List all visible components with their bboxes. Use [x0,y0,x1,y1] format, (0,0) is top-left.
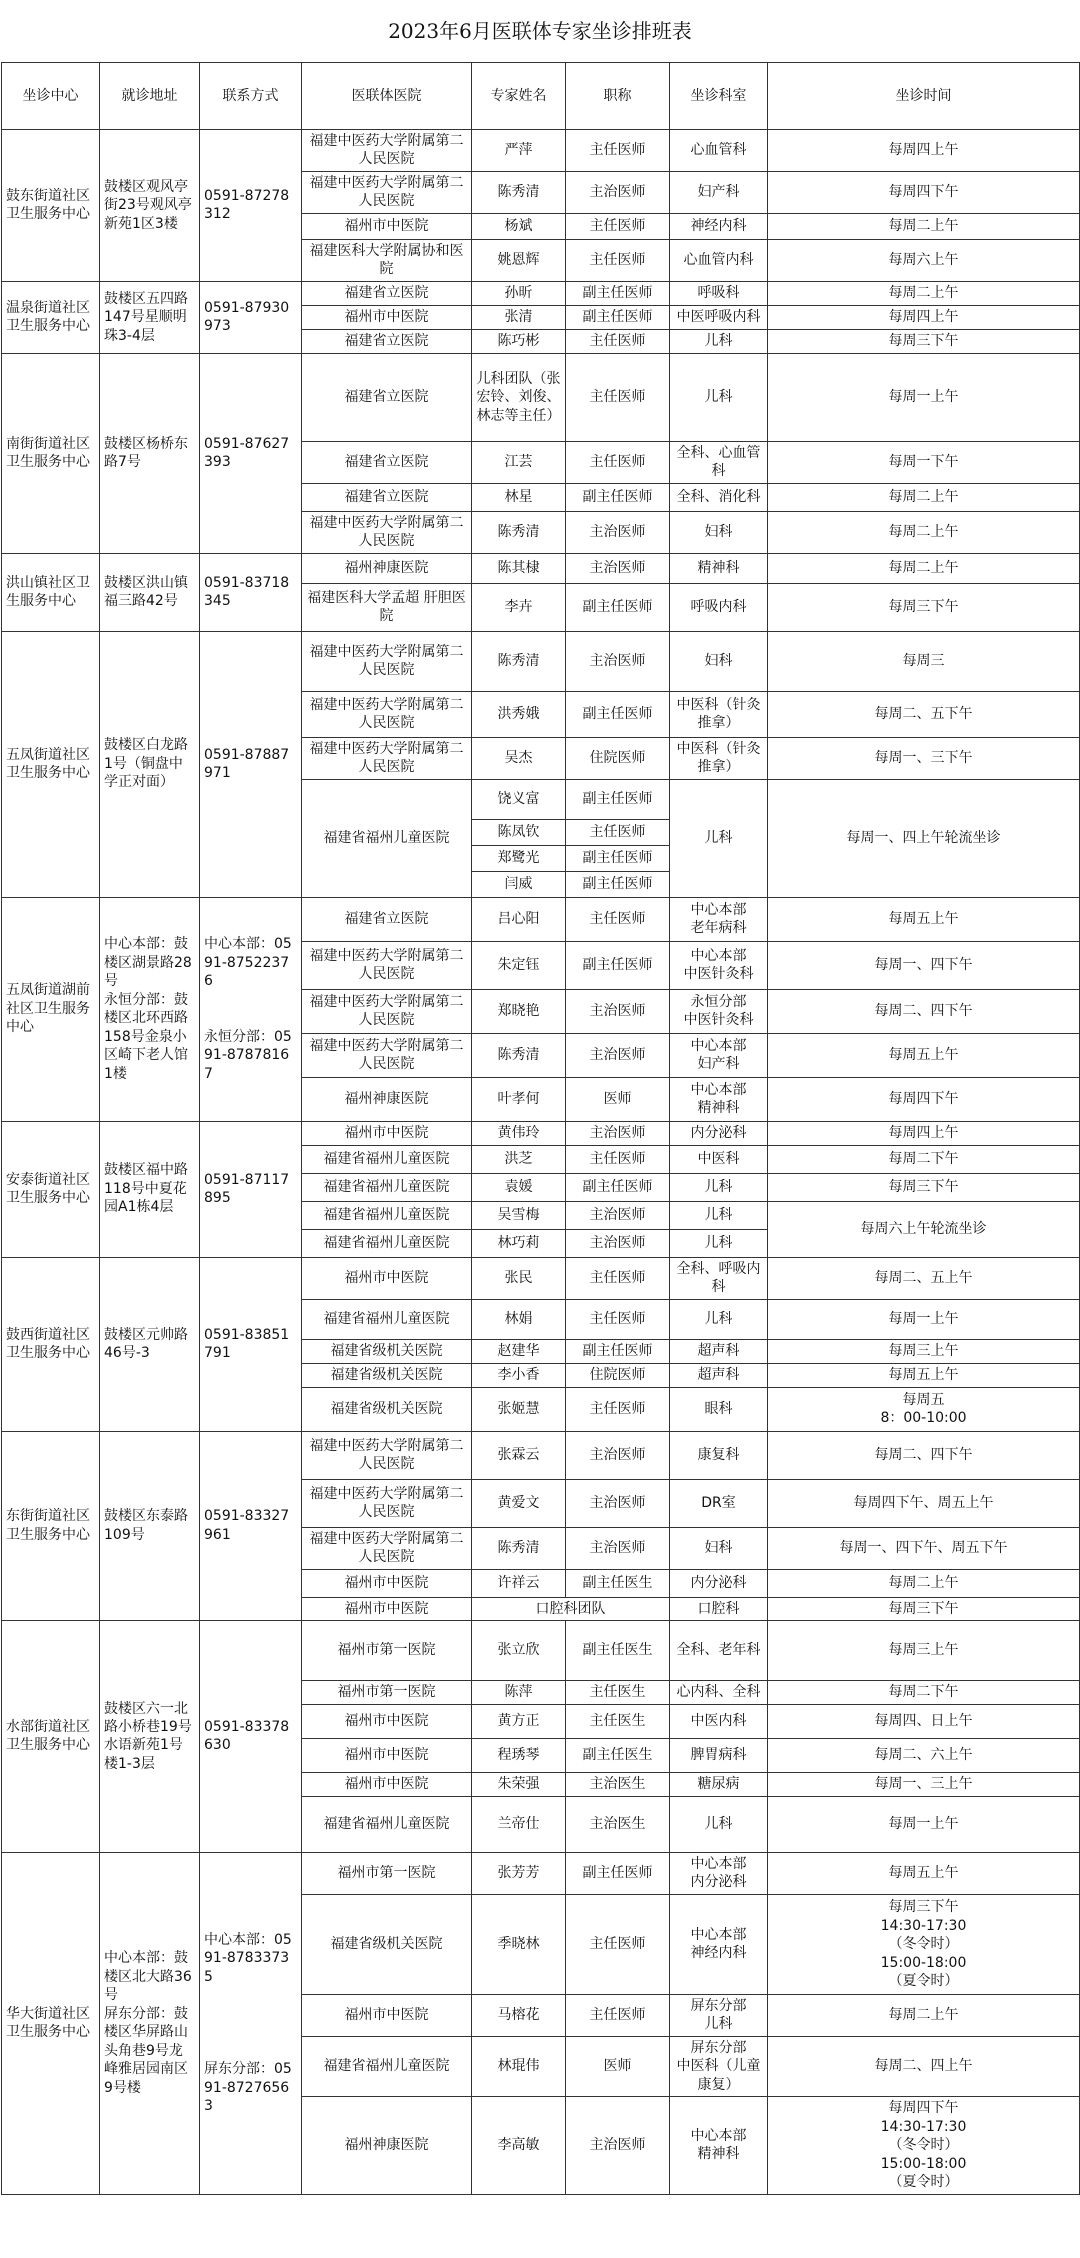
header-row [2,63,1080,130]
expert-name: 陈秀清 [472,1033,566,1077]
expert-title: 主任医师 [566,1894,670,1994]
expert-name: 陈其棣 [472,553,566,583]
department: 中医呼吸内科 [670,305,768,329]
schedule-time: 每周三下午 [768,1173,1080,1201]
hospital: 福建省福州儿童医院 [302,2036,472,2096]
expert-title: 主任医师 [566,1257,670,1299]
hospital: 福建省福州儿童医院 [302,779,472,897]
expert-name: 林娟 [472,1299,566,1339]
department: 中心本部 妇产科 [670,1033,768,1077]
expert-title: 副主任医师 [566,483,670,511]
expert-name: 黄伟玲 [472,1121,566,1145]
expert-title: 住院医师 [566,737,670,779]
schedule-time: 每周三下午 [768,329,1080,353]
header-center: 坐诊中心 [2,63,100,130]
expert-title: 主任医师 [566,1994,670,2036]
expert-name: 朱定钰 [472,941,566,989]
expert-title: 副主任医师 [566,871,670,897]
expert-name: 陈秀清 [472,171,566,213]
hospital: 福州市中医院 [302,1772,472,1796]
schedule-time: 每周二下午 [768,1680,1080,1704]
hospital: 福州市第一医院 [302,1680,472,1704]
expert-name: 季晓林 [472,1894,566,1994]
expert-title: 主治医师 [566,1479,670,1527]
center-name: 温泉街道社区卫生服务中心 [2,281,100,353]
center-name: 鼓西街道社区卫生服务中心 [2,1257,100,1431]
hospital: 福建中医药大学附属第二人民医院 [302,130,472,172]
hospital: 福州市中医院 [302,1994,472,2036]
expert-title: 副主任医师 [566,691,670,737]
hospital: 福州神康医院 [302,2097,472,2194]
expert-name: 李高敏 [472,2097,566,2194]
expert-title: 主治医师 [566,2097,670,2194]
expert-name: 张姬慧 [472,1387,566,1431]
expert-name: 洪芝 [472,1145,566,1173]
expert-title: 副主任医师 [566,779,670,819]
page-title: 2023年6月医联体专家坐诊排班表 [388,19,692,43]
department: 全科、消化科 [670,483,768,511]
expert-title: 主任医师 [566,897,670,941]
table-row [2,353,1080,441]
department: 中医科（针灸推拿） [670,691,768,737]
department: 全科、老年科 [670,1620,768,1680]
department: 全科、心血管科 [670,441,768,483]
schedule-time: 每周三下午 14:30-17:30 （冬令时） 15:00-18:00 （夏令时） [768,1894,1080,1994]
table-row [2,130,1080,172]
expert-title: 主治医师 [566,631,670,691]
expert-title: 医师 [566,2036,670,2096]
schedule-time: 每周四下午 [768,171,1080,213]
hospital: 福州市中医院 [302,1257,472,1299]
center-address: 鼓楼区洪山镇福三路42号 [100,553,200,631]
hospital: 福建省立医院 [302,483,472,511]
expert-title: 主任医师 [566,1387,670,1431]
schedule-time: 每周一、三上午 [768,1772,1080,1796]
schedule-time: 每周二、五下午 [768,691,1080,737]
expert-title: 副主任医生 [566,1569,670,1597]
expert-title: 副主任医师 [566,941,670,989]
hospital: 福州市中医院 [302,305,472,329]
schedule-time: 每周三下午 [768,1597,1080,1620]
table-row [2,1431,1080,1479]
department: 儿科 [670,329,768,353]
department: 心内科、全科 [670,1680,768,1704]
department: 神经内科 [670,213,768,239]
expert-name: 陈巧彬 [472,329,566,353]
header-address: 就诊地址 [100,63,200,130]
department: 中心本部 中医针灸科 [670,941,768,989]
hospital: 福州神康医院 [302,1077,472,1121]
schedule-time: 每周一上午 [768,1796,1080,1852]
expert-title: 主治医师 [566,1033,670,1077]
center-contact: 0591-87930973 [200,281,302,353]
department: 儿科 [670,1229,768,1257]
header-hospital: 医联体医院 [302,63,472,130]
expert-name: 陈秀清 [472,1527,566,1569]
hospital: 福建中医药大学附属第二人民医院 [302,989,472,1033]
hospital: 福州神康医院 [302,553,472,583]
department: 中心本部 内分泌科 [670,1852,768,1894]
center-name: 洪山镇社区卫生服务中心 [2,553,100,631]
expert-title: 主治医师 [566,1229,670,1257]
table-row [2,897,1080,941]
expert-name: 张芳芳 [472,1852,566,1894]
center-contact: 0591-83327961 [200,1431,302,1620]
department: 呼吸科 [670,281,768,305]
expert-name: 赵建华 [472,1339,566,1363]
center-address: 鼓楼区杨桥东路7号 [100,353,200,553]
expert-name: 严萍 [472,130,566,172]
hospital: 福建省立医院 [302,281,472,305]
department: 儿科 [670,779,768,897]
department: 超声科 [670,1363,768,1387]
center-name: 五凤街道湖前社区卫生服务中心 [2,897,100,1121]
schedule-time: 每周六上午轮流坐诊 [768,1201,1080,1257]
expert-name: 江芸 [472,441,566,483]
schedule-time: 每周二上午 [768,483,1080,511]
schedule-time: 每周一上午 [768,353,1080,441]
department: 眼科 [670,1387,768,1431]
department: 屏东分部 中医科（儿童康复） [670,2036,768,2096]
schedule-time: 每周二、四下午 [768,989,1080,1033]
schedule-time: 每周四下午 14:30-17:30 （冬令时） 15:00-18:00 （夏令时） [768,2097,1080,2194]
expert-name: 张清 [472,305,566,329]
expert-title: 主任医师 [566,353,670,441]
expert-name: 郑鹭光 [472,845,566,871]
hospital: 福建中医药大学附属第二人民医院 [302,631,472,691]
expert-name: 林星 [472,483,566,511]
center-contact: 0591-83718345 [200,553,302,631]
expert-name: 许祥云 [472,1569,566,1597]
center-name: 安泰街道社区卫生服务中心 [2,1121,100,1257]
expert-title: 副主任医生 [566,1738,670,1772]
center-address: 鼓楼区六一北路小桥巷19号水语新苑1号楼1-3层 [100,1620,200,1852]
expert-title: 副主任医师 [566,845,670,871]
expert-name: 林巧莉 [472,1229,566,1257]
department: 康复科 [670,1431,768,1479]
table-row [2,1121,1080,1145]
department: 中心本部 神经内科 [670,1894,768,1994]
schedule-time: 每周五上午 [768,1363,1080,1387]
department: 呼吸内科 [670,583,768,631]
schedule-time: 每周一上午 [768,1299,1080,1339]
department: 心血管内科 [670,239,768,281]
schedule-time: 每周三下午 [768,583,1080,631]
expert-team: 口腔科团队 [472,1597,670,1620]
center-name: 水部街道社区卫生服务中心 [2,1620,100,1852]
expert-name: 程琇琴 [472,1738,566,1772]
expert-title: 副主任医师 [566,305,670,329]
header-time: 坐诊时间 [768,63,1080,130]
expert-title: 主治医师 [566,1527,670,1569]
schedule-time: 每周五上午 [768,897,1080,941]
expert-title: 主任医师 [566,1145,670,1173]
expert-title: 主任医师 [566,441,670,483]
schedule-time: 每周六上午 [768,239,1080,281]
hospital: 福州市中医院 [302,1738,472,1772]
expert-name: 张立欣 [472,1620,566,1680]
center-contact: 0591-87278312 [200,130,302,282]
department: 中心本部 精神科 [670,2097,768,2194]
department: 妇科 [670,511,768,553]
schedule-time: 每周二、六上午 [768,1738,1080,1772]
schedule-time: 每周二上午 [768,511,1080,553]
schedule-time: 每周一、三下午 [768,737,1080,779]
expert-name: 陈秀清 [472,631,566,691]
expert-name: 张霖云 [472,1431,566,1479]
expert-name: 陈萍 [472,1680,566,1704]
hospital: 福建省福州儿童医院 [302,1201,472,1229]
expert-title: 主任医师 [566,1299,670,1339]
center-address: 鼓楼区五四路147号星顺明珠3-4层 [100,281,200,353]
schedule-time: 每周五 8：00-10:00 [768,1387,1080,1431]
table-row [2,631,1080,691]
expert-title: 副主任医师 [566,1339,670,1363]
expert-name: 姚恩辉 [472,239,566,281]
department: 超声科 [670,1339,768,1363]
schedule-time: 每周一下午 [768,441,1080,483]
center-contact: 0591-83378630 [200,1620,302,1852]
hospital: 福州市第一医院 [302,1620,472,1680]
expert-title: 主治医师 [566,1121,670,1145]
hospital: 福州市中医院 [302,213,472,239]
hospital: 福建中医药大学附属第二人民医院 [302,1431,472,1479]
department: 妇产科 [670,171,768,213]
expert-title: 主任医师 [566,130,670,172]
center-address: 鼓楼区福中路118号中夏花园A1栋4层 [100,1121,200,1257]
center-name: 南街街道社区卫生服务中心 [2,353,100,553]
center-address: 鼓楼区观风亭街23号观风亭新苑1区3楼 [100,130,200,282]
center-contact: 0591-87887971 [200,631,302,897]
schedule-time: 每周五上午 [768,1033,1080,1077]
expert-name: 陈凤钦 [472,819,566,845]
center-address: 中心本部：鼓楼区北大路36号 屏东分部：鼓楼区华屏路山头角巷9号龙峰雅居园南区9号楼 [100,1852,200,2194]
center-name: 鼓东街道社区卫生服务中心 [2,130,100,282]
expert-title: 主任医生 [566,1680,670,1704]
table-row [2,1852,1080,1894]
header-contact: 联系方式 [200,63,302,130]
center-address: 鼓楼区东泰路109号 [100,1431,200,1620]
schedule-time: 每周二、五上午 [768,1257,1080,1299]
schedule-time: 每周二、四下午 [768,1431,1080,1479]
hospital: 福建省福州儿童医院 [302,1229,472,1257]
schedule-time: 每周五上午 [768,1852,1080,1894]
center-contact: 0591-87117895 [200,1121,302,1257]
table-row [2,553,1080,583]
center-name: 五凤街道社区卫生服务中心 [2,631,100,897]
expert-title: 医师 [566,1077,670,1121]
expert-title: 主任医生 [566,1704,670,1738]
department: 永恒分部 中医针灸科 [670,989,768,1033]
schedule-time: 每周四上午 [768,1121,1080,1145]
department: 口腔科 [670,1597,768,1620]
hospital: 福州市中医院 [302,1569,472,1597]
expert-title: 副主任医师 [566,1173,670,1201]
expert-name: 黄方正 [472,1704,566,1738]
hospital: 福建省级机关医院 [302,1363,472,1387]
schedule-time: 每周四、日上午 [768,1704,1080,1738]
schedule-time: 每周三 [768,631,1080,691]
table-row [2,1620,1080,1680]
expert-name: 朱荣强 [472,1772,566,1796]
schedule-time: 每周二上午 [768,1569,1080,1597]
department: 糖尿病 [670,1772,768,1796]
hospital: 福州市中医院 [302,1704,472,1738]
expert-name: 兰帝仕 [472,1796,566,1852]
department: 妇科 [670,1527,768,1569]
schedule-time: 每周二、四上午 [768,2036,1080,2096]
schedule-time: 每周四下午 [768,1077,1080,1121]
hospital: 福建省级机关医院 [302,1387,472,1431]
department: 中心本部 精神科 [670,1077,768,1121]
schedule-time: 每周一、四下午 [768,941,1080,989]
department: DR室 [670,1479,768,1527]
expert-title: 主治医师 [566,989,670,1033]
department: 心血管科 [670,130,768,172]
expert-title: 主治医师 [566,553,670,583]
expert-name: 黄爱文 [472,1479,566,1527]
schedule-time: 每周四下午、周五上午 [768,1479,1080,1527]
center-address: 鼓楼区白龙路1号（铜盘中学正对面） [100,631,200,897]
expert-name: 李小香 [472,1363,566,1387]
hospital: 福州市中医院 [302,1597,472,1620]
expert-name: 林琨伟 [472,2036,566,2096]
expert-title: 副主任医师 [566,1852,670,1894]
center-contact: 中心本部：0591-87833735 屏东分部：0591-87276563 [200,1852,302,2194]
table-row [2,281,1080,305]
expert-name: 叶孝何 [472,1077,566,1121]
expert-title: 主任医师 [566,819,670,845]
center-contact: 0591-87627393 [200,353,302,553]
center-address: 中心本部：鼓楼区湖景路28号 永恒分部：鼓楼区北环西路158号金泉小区崎下老人馆1楼 [100,897,200,1121]
expert-name: 闫威 [472,871,566,897]
header-expert-name: 专家姓名 [472,63,566,130]
expert-name: 孙昕 [472,281,566,305]
department: 儿科 [670,1299,768,1339]
center-address: 鼓楼区元帅路46号-3 [100,1257,200,1431]
expert-name: 儿科团队（张宏铃、刘俊、林志等主任） [472,353,566,441]
hospital: 福建省级机关医院 [302,1339,472,1363]
expert-title: 副主任医师 [566,583,670,631]
expert-name: 郑晓艳 [472,989,566,1033]
hospital: 福建中医药大学附属第二人民医院 [302,941,472,989]
expert-title: 副主任医生 [566,1620,670,1680]
schedule-time: 每周二上午 [768,1994,1080,2036]
hospital: 福建省福州儿童医院 [302,1145,472,1173]
department: 屏东分部 儿科 [670,1994,768,2036]
header-title: 职称 [566,63,670,130]
hospital: 福建中医药大学附属第二人民医院 [302,1479,472,1527]
hospital: 福建省立医院 [302,441,472,483]
schedule-time: 每周一、四上午轮流坐诊 [768,779,1080,897]
hospital: 福建省级机关医院 [302,1894,472,1994]
department: 中医科（针灸推拿） [670,737,768,779]
schedule-time: 每周三上午 [768,1620,1080,1680]
expert-name: 杨斌 [472,213,566,239]
hospital: 福建省立医院 [302,329,472,353]
hospital: 福建中医药大学附属第二人民医院 [302,511,472,553]
expert-title: 主任医师 [566,329,670,353]
hospital: 福建省福州儿童医院 [302,1299,472,1339]
schedule-time: 每周二上午 [768,213,1080,239]
expert-name: 马榕花 [472,1994,566,2036]
expert-name: 张民 [472,1257,566,1299]
department: 精神科 [670,553,768,583]
expert-name: 陈秀清 [472,511,566,553]
department: 儿科 [670,1796,768,1852]
expert-title: 主治医师 [566,511,670,553]
hospital: 福建医科大学孟超 肝胆医院 [302,583,472,631]
hospital: 福建省立医院 [302,353,472,441]
expert-name: 洪秀娥 [472,691,566,737]
expert-name: 吕心阳 [472,897,566,941]
hospital: 福建省福州儿童医院 [302,1173,472,1201]
department: 儿科 [670,353,768,441]
center-name: 东街街道社区卫生服务中心 [2,1431,100,1620]
expert-title: 主治医师 [566,171,670,213]
expert-title: 主治医师 [566,1201,670,1229]
department: 全科、呼吸内科 [670,1257,768,1299]
hospital: 福建医科大学附属协和医院 [302,239,472,281]
department: 妇科 [670,631,768,691]
department: 中医科 [670,1145,768,1173]
department: 中心本部 老年病科 [670,897,768,941]
expert-title: 主治医师 [566,1431,670,1479]
expert-name: 吴杰 [472,737,566,779]
schedule-time: 每周四上午 [768,130,1080,172]
schedule-time: 每周二下午 [768,1145,1080,1173]
expert-name: 李卉 [472,583,566,631]
department: 儿科 [670,1201,768,1229]
schedule-time: 每周一、四下午、周五下午 [768,1527,1080,1569]
expert-title: 主任医师 [566,213,670,239]
department: 儿科 [670,1173,768,1201]
schedule-time: 每周二上午 [768,281,1080,305]
department: 内分泌科 [670,1569,768,1597]
hospital: 福州市第一医院 [302,1852,472,1894]
expert-name: 吴雪梅 [472,1201,566,1229]
schedule-time: 每周三上午 [768,1339,1080,1363]
schedule-time: 每周四上午 [768,305,1080,329]
hospital: 福建省福州儿童医院 [302,1796,472,1852]
center-contact: 0591-83851791 [200,1257,302,1431]
expert-title: 副主任医师 [566,281,670,305]
center-name: 华大街道社区卫生服务中心 [2,1852,100,2194]
table-row [2,1257,1080,1299]
expert-name: 袁媛 [472,1173,566,1201]
hospital: 福建中医药大学附属第二人民医院 [302,1033,472,1077]
department: 中医内科 [670,1704,768,1738]
center-contact: 中心本部：0591-87522376 永恒分部：0591-87878167 [200,897,302,1121]
hospital: 福建中医药大学附属第二人民医院 [302,737,472,779]
hospital: 福建中医药大学附属第二人民医院 [302,1527,472,1569]
schedule-table [1,62,1080,2195]
expert-title: 住院医师 [566,1363,670,1387]
hospital: 福州市中医院 [302,1121,472,1145]
expert-title: 主治医生 [566,1796,670,1852]
header-department: 坐诊科室 [670,63,768,130]
schedule-time: 每周二上午 [768,553,1080,583]
expert-name: 饶义富 [472,779,566,819]
department: 内分泌科 [670,1121,768,1145]
expert-title: 主任医师 [566,239,670,281]
hospital: 福建省立医院 [302,897,472,941]
hospital: 福建中医药大学附属第二人民医院 [302,691,472,737]
hospital: 福建中医药大学附属第二人民医院 [302,171,472,213]
expert-title: 主治医生 [566,1772,670,1796]
department: 脾胃病科 [670,1738,768,1772]
